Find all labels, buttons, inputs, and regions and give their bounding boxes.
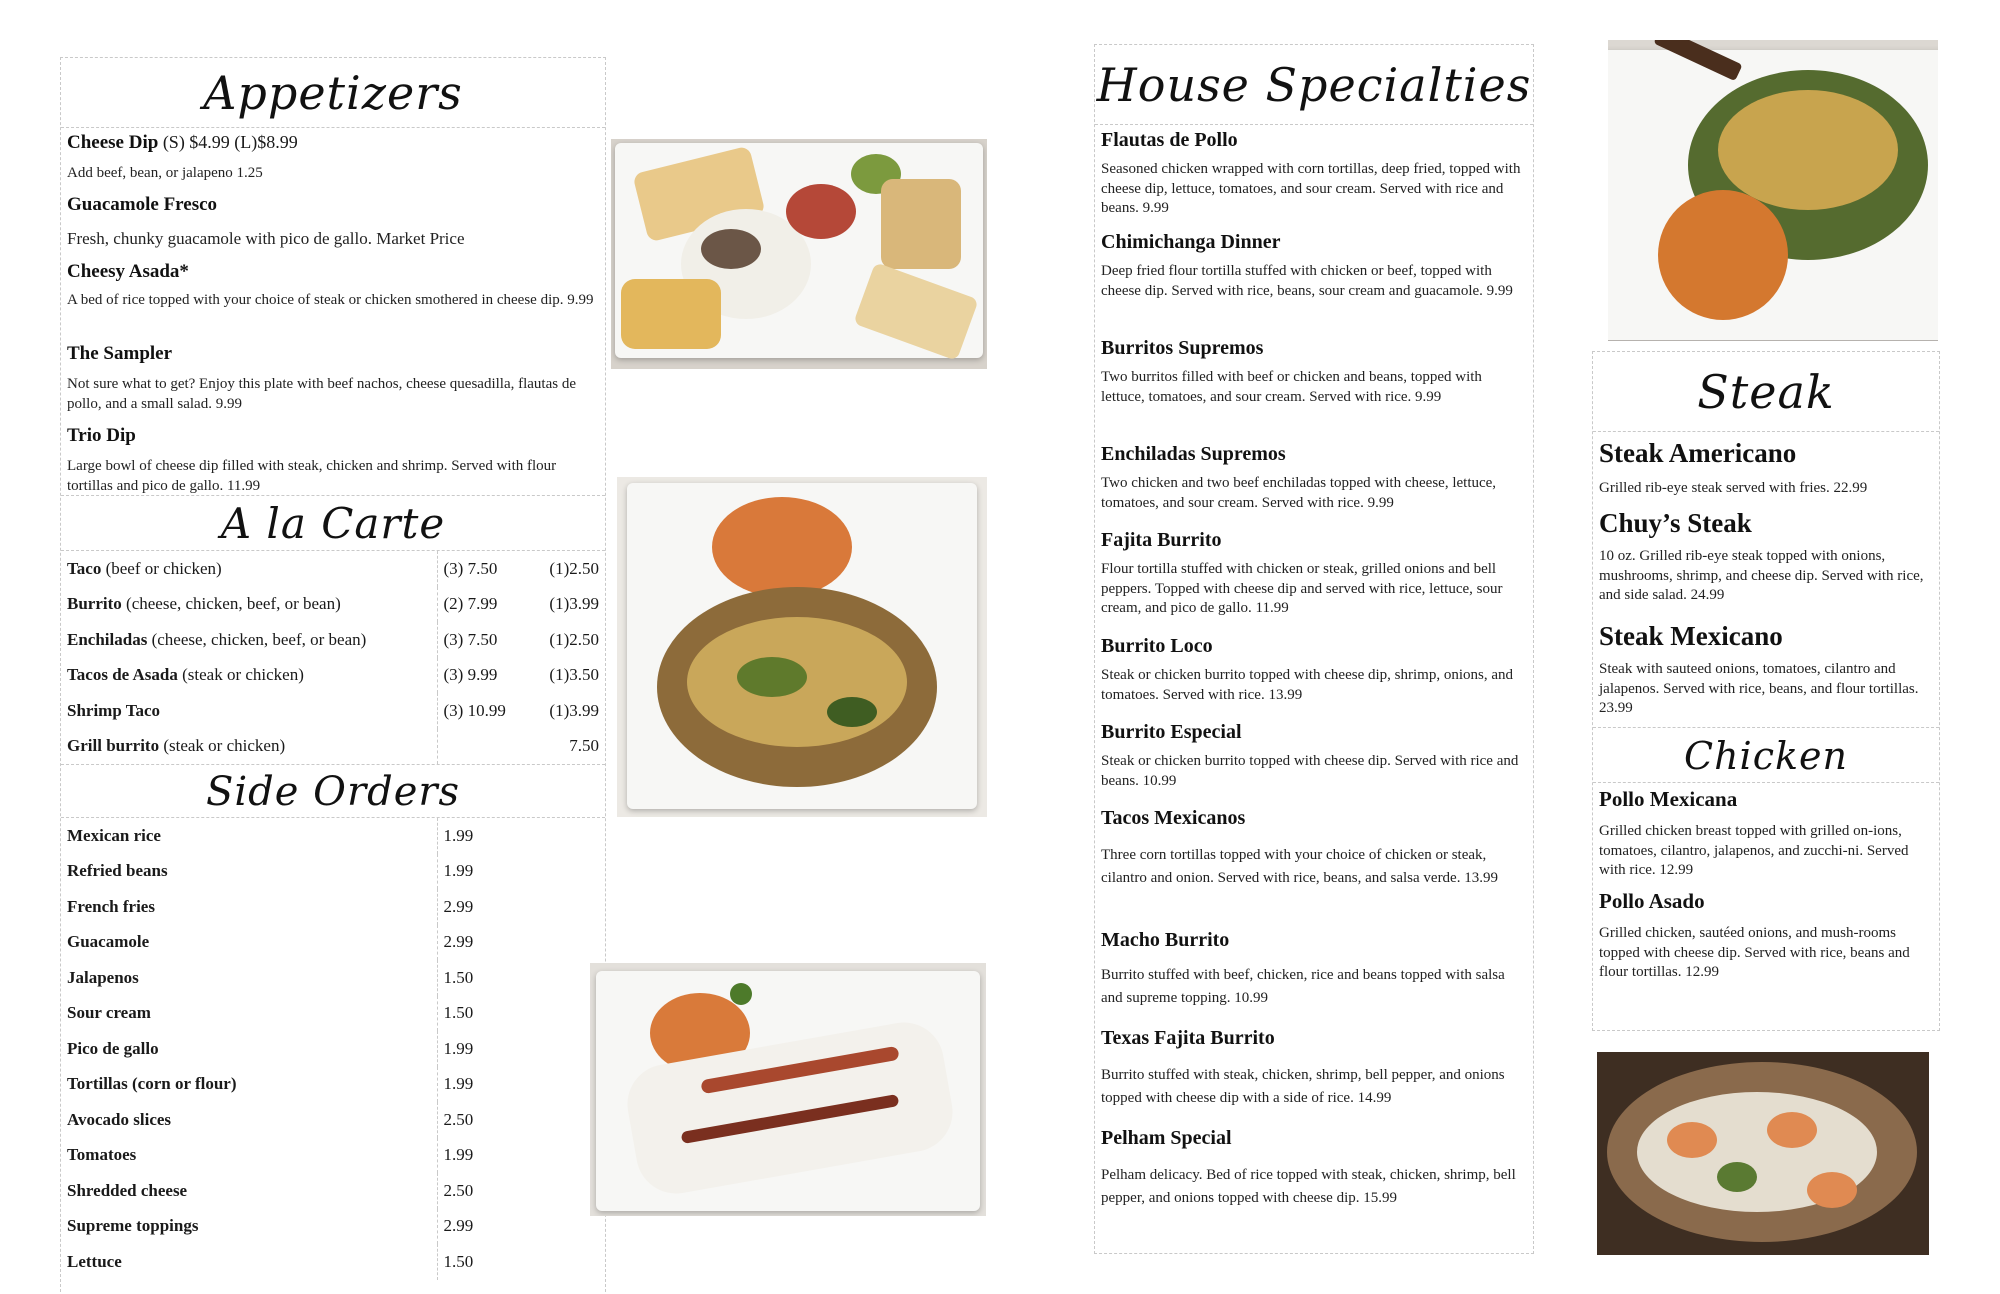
mexican-rice	[1658, 190, 1788, 320]
item-name: Tacos de Asada	[67, 665, 178, 685]
item-name: Sour cream	[67, 1003, 151, 1023]
table-row	[61, 622, 605, 658]
house-specialties-panel	[1094, 44, 1534, 1254]
table-row	[61, 551, 605, 587]
price-multi: (3) 9.99	[437, 658, 529, 694]
item-description: Not sure what to get? Enjoy this plate with beef nachos, cheese quesadilla, flautas de pollo, and a small salad. 9.99	[67, 376, 577, 412]
item-name: Mexican rice	[67, 825, 161, 845]
zucchini	[737, 657, 807, 697]
menu-item	[1095, 721, 1533, 807]
item-name: The Sampler	[67, 343, 173, 364]
menu-item	[1095, 231, 1533, 337]
item-price: 2.99	[437, 1209, 605, 1245]
peppers	[1717, 1162, 1757, 1192]
item-description: Flour tortilla stuffed with chicken or steak, grilled onions and bell peppers. Topped with cheese dip and served with rice, lettuce, sour cream, and pico de gallo. 11.99	[1101, 561, 1503, 616]
item-description: Pelham delicacy. Bed of rice topped with steak, chicken, shrimp, bell pepper, and onions topped with cheese dip. 15.99	[1101, 1167, 1516, 1207]
item-name: Avocado slices	[67, 1109, 172, 1129]
price-single: (1)3.99	[549, 594, 599, 614]
side-orders-title: Side Orders	[61, 764, 605, 818]
item-detail: (cheese, chicken, beef, or bean)	[147, 629, 367, 649]
menu-item	[1095, 1127, 1533, 1211]
item-name: Chimichanga Dinner	[1101, 231, 1281, 253]
price-multi	[437, 729, 529, 765]
item-name: Guacamole Fresco	[67, 194, 218, 215]
price-single: (1)2.50	[549, 629, 599, 649]
menu-item	[1593, 889, 1939, 983]
price-single: (1)2.50	[549, 558, 599, 578]
item-name: Tortillas (corn or flour)	[67, 1074, 237, 1094]
nachos	[621, 279, 721, 349]
item-price: 1.99	[437, 854, 605, 890]
table-row	[61, 693, 605, 729]
table-row	[61, 1173, 605, 1209]
item-name: Flautas de Pollo	[1101, 129, 1238, 151]
item-name: Jalapenos	[67, 967, 139, 987]
steak-mexicano-photo	[1608, 40, 1938, 341]
item-name: Cheese Dip	[67, 132, 159, 153]
house-specialties-title: House Specialties	[1095, 45, 1533, 125]
item-description: 10 oz. Grilled rib-eye steak topped with onions, mushrooms, shrimp, and cheese dip. Served with rice, and side salad. 24.99	[1599, 548, 1924, 603]
item-description: Add beef, bean, or jalapeno 1.25	[67, 165, 263, 181]
table-row	[61, 996, 605, 1032]
item-description: Burrito stuffed with beef, chicken, rice and beans topped with salsa and supreme topping. 10.99	[1101, 967, 1505, 1007]
price-multi: (3) 10.99	[437, 693, 529, 729]
steak-chicken-panel	[1592, 351, 1940, 1031]
table-row	[61, 587, 605, 623]
item-name: Tomatoes	[67, 1145, 137, 1165]
item-description: Steak or chicken burrito topped with cheese dip, shrimp, onions, and tomatoes. Served with rice. 13.99	[1101, 667, 1513, 703]
item-price: 2.99	[437, 889, 605, 925]
table-row	[61, 1102, 605, 1138]
item-name: Burritos Supremos	[1101, 337, 1264, 359]
price-multi: (3) 7.50	[437, 622, 529, 658]
menu-item	[1095, 635, 1533, 721]
table-row	[61, 1067, 605, 1103]
shrimp	[1667, 1122, 1717, 1158]
item-name: French fries	[67, 896, 155, 916]
item-name: Macho Burrito	[1101, 929, 1230, 951]
appetizers-list	[61, 128, 605, 495]
table-row	[61, 729, 605, 765]
item-detail: (steak or chicken)	[177, 665, 304, 685]
item-description: Seasoned chicken wrapped with corn tortillas, deep fried, topped with cheese dip, lettuce, tomatoes, and sour cream. Served with rice and beans. 9.99	[1101, 161, 1521, 216]
table-row	[61, 1138, 605, 1174]
menu-item	[1095, 929, 1533, 1027]
item-detail: (steak or chicken)	[159, 736, 286, 756]
a-la-carte-title: A la Carte	[61, 495, 605, 551]
item-price: 1.50	[437, 996, 605, 1032]
item-name: Guacamole	[67, 932, 150, 952]
chicken-title: Chicken	[1593, 727, 1939, 783]
menu-item	[1593, 783, 1939, 889]
item-name: Shredded cheese	[67, 1180, 188, 1200]
table-row	[61, 960, 605, 996]
menu-item	[1095, 529, 1533, 635]
item-name: Steak Mexicano	[1599, 621, 1783, 651]
price-single: (1)3.50	[549, 665, 599, 685]
chicken-shrimp-photo	[1597, 1052, 1929, 1255]
item-name: Tacos Mexicanos	[1101, 807, 1246, 829]
peppers	[827, 697, 877, 727]
table-row	[61, 1031, 605, 1067]
price-multi: (2) 7.99	[437, 587, 529, 623]
menu-item	[1095, 443, 1533, 529]
menu-item	[1593, 508, 1939, 621]
table-row	[61, 1209, 605, 1245]
item-description: Grilled chicken, sautéed onions, and mush-rooms topped with cheese dip. Served with rice, beans and flour tortillas. 12.99	[1599, 925, 1910, 980]
burrito-photo	[590, 963, 986, 1216]
item-name: Chuy’s Steak	[1599, 508, 1752, 538]
item-price: 1.50	[437, 960, 605, 996]
item-price: 1.99	[437, 818, 605, 854]
item-price: 2.50	[437, 1102, 605, 1138]
table-row	[61, 889, 605, 925]
table-row	[61, 1244, 605, 1280]
item-name: Enchiladas	[67, 629, 148, 649]
menu-item	[1593, 621, 1939, 727]
appetizers-title: Appetizers	[61, 58, 605, 128]
appetizer-platter-photo	[611, 139, 987, 369]
item-name: Lettuce	[67, 1251, 122, 1271]
flautas	[881, 179, 961, 269]
item-name: Cheesy Asada*	[67, 261, 189, 282]
item-description: Burrito stuffed with steak, chicken, shrimp, bell pepper, and onions topped with cheese dip with a side of rice. 14.99	[1101, 1067, 1505, 1107]
item-description: Grilled rib-eye steak served with fries. 22.99	[1599, 480, 1868, 496]
item-price: 1.50	[437, 1244, 605, 1280]
cilantro	[730, 983, 752, 1005]
house-specialties-list	[1095, 125, 1533, 1211]
shrimp	[1807, 1172, 1857, 1208]
item-name: Pollo Mexicana	[1599, 787, 1738, 811]
price-single: (1)3.99	[549, 700, 599, 720]
item-price: 1.99	[437, 1138, 605, 1174]
menu-item	[61, 261, 605, 343]
menu-item	[1593, 432, 1939, 508]
menu-item	[61, 425, 605, 495]
item-name: Shrimp Taco	[67, 700, 161, 720]
item-description: Two chicken and two beef enchiladas topped with cheese, lettuce, tomatoes, and sour cream. Served with rice. 9.99	[1101, 475, 1497, 511]
item-name: Steak Americano	[1599, 438, 1797, 468]
onions	[1718, 90, 1898, 210]
menu-item	[61, 132, 605, 194]
beef	[701, 229, 761, 269]
item-name: Grill burrito	[67, 736, 160, 756]
menu-item	[61, 194, 605, 261]
item-name: Burrito	[67, 594, 122, 614]
item-name: Burrito Loco	[1101, 635, 1213, 657]
price-single: 7.50	[569, 736, 599, 756]
item-price: 1.99	[437, 1031, 605, 1067]
mexican-rice	[712, 497, 852, 597]
item-description: Two burritos filled with beef or chicken and beans, topped with lettuce, tomatoes, and sour cream. Served with rice. 9.99	[1101, 369, 1482, 405]
item-price: 1.99	[437, 1067, 605, 1103]
item-name: Enchiladas Supremos	[1101, 443, 1286, 465]
menu-item	[1095, 337, 1533, 443]
item-description: A bed of rice topped with your choice of steak or chicken smothered in cheese dip. 9.99	[67, 292, 594, 308]
item-price: 2.50	[437, 1173, 605, 1209]
pico-de-gallo	[786, 184, 856, 239]
table-row	[61, 925, 605, 961]
item-description: Fresh, chunky guacamole with pico de gallo. Market Price	[67, 229, 465, 248]
side-orders-table	[61, 818, 605, 1280]
item-description: Steak with sauteed onions, tomatoes, cilantro and jalapenos. Served with rice, beans, and flour tortillas. 23.99	[1599, 661, 1919, 716]
menu-item	[1095, 807, 1533, 929]
item-description: Steak or chicken burrito topped with cheese dip. Served with rice and beans. 10.99	[1101, 753, 1519, 789]
a-la-carte-table	[61, 551, 605, 764]
item-name: Pico de gallo	[67, 1038, 159, 1058]
item-description: Three corn tortillas topped with your choice of chicken or steak, cilantro and onion. Served with rice, beans, and salsa verde. 13.99	[1101, 847, 1498, 887]
item-name: Texas Fajita Burrito	[1101, 1027, 1275, 1049]
item-name: Pollo Asado	[1599, 889, 1705, 913]
item-detail: (cheese, chicken, beef, or bean)	[121, 594, 341, 614]
pollo-mexicana-photo	[617, 477, 987, 817]
appetizers-panel	[60, 57, 606, 1294]
item-name: Burrito Especial	[1101, 721, 1242, 743]
item-price: 2.99	[437, 925, 605, 961]
menu-item	[61, 343, 605, 425]
steak-title: Steak	[1593, 352, 1939, 432]
price-multi: (3) 7.50	[437, 551, 529, 587]
shrimp	[1767, 1112, 1817, 1148]
item-description: Grilled chicken breast topped with grilled on-ions, tomatoes, cilantro, jalapenos, and zucchi-ni. Served with rice. 12.99	[1599, 823, 1909, 878]
menu-item	[1095, 125, 1533, 231]
item-name: Trio Dip	[67, 425, 136, 446]
item-name: Pelham Special	[1101, 1127, 1232, 1149]
item-name: Fajita Burrito	[1101, 529, 1222, 551]
table-row	[61, 854, 605, 890]
item-price: (S) $4.99 (L)$8.99	[158, 132, 298, 152]
item-description: Large bowl of cheese dip filled with steak, chicken and shrimp. Served with flour tortillas and pico de gallo. 11.99	[67, 458, 557, 494]
menu-item	[1095, 1027, 1533, 1127]
item-name: Supreme toppings	[67, 1216, 199, 1236]
item-detail: (beef or chicken)	[101, 558, 222, 578]
table-row	[61, 658, 605, 694]
table-row	[61, 818, 605, 854]
item-name: Taco	[67, 558, 102, 578]
item-description: Deep fried flour tortilla stuffed with chicken or beef, topped with cheese dip. Served with rice, beans, sour cream and guacamole. 9.99	[1101, 263, 1513, 299]
item-name: Refried beans	[67, 861, 168, 881]
